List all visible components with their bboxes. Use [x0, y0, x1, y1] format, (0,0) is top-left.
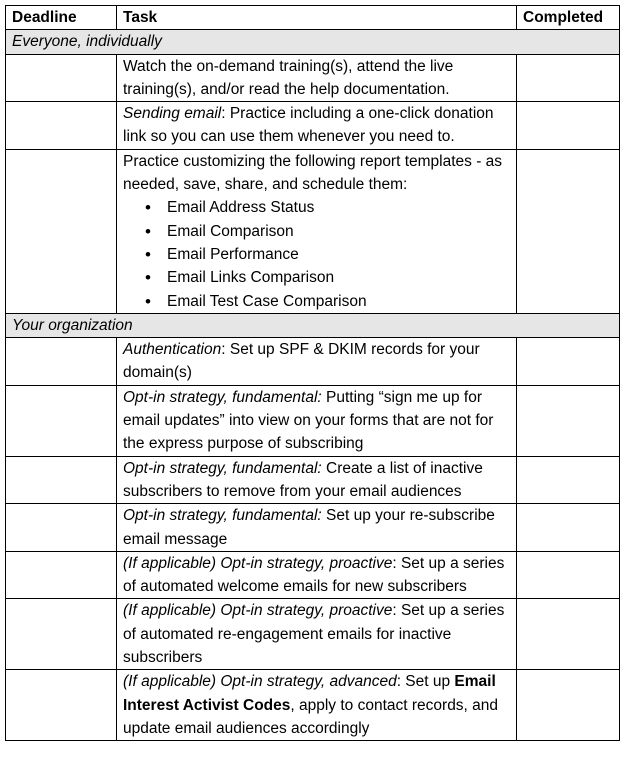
task-label: (If applicable) Opt-in strategy, proactive: [123, 602, 393, 620]
list-item: • Email Address Status: [167, 196, 510, 219]
table-row: [6, 456, 620, 504]
table-row: [6, 54, 620, 102]
task-text: Practice customizing the following report templates - as needed, save, share, and schedule them:: [123, 152, 503, 194]
task-cell: [117, 338, 517, 386]
table-row: [6, 385, 620, 456]
section-row-org: [6, 313, 620, 337]
header-row: [6, 6, 620, 30]
table-row: [6, 338, 620, 386]
task-label: Opt-in strategy, fundamental:: [123, 388, 322, 406]
table-row: [6, 551, 620, 599]
task-text: Set up your re-subscribe email message: [123, 507, 495, 548]
task-text: Create a list of inactive subscribers to remove from your email audiences: [123, 459, 483, 500]
completed-cell[interactable]: [517, 599, 620, 670]
report-template-list: [123, 196, 510, 312]
deadline-cell[interactable]: [6, 385, 117, 456]
completed-cell[interactable]: [517, 54, 620, 102]
list-item: • Email Links Comparison: [167, 266, 510, 289]
task-cell: Watch the on-demand training(s), attend the live training(s), and/or read the help documentation.: [117, 54, 517, 102]
task-label: (If applicable) Opt-in strategy, advanced: [123, 673, 397, 691]
deadline-cell[interactable]: [6, 338, 117, 386]
table-row: [6, 599, 620, 670]
table-row: [6, 670, 620, 741]
task-label: Opt-in strategy, fundamental:: [123, 459, 322, 477]
completed-cell[interactable]: [517, 385, 620, 456]
completed-cell[interactable]: [517, 504, 620, 552]
task-text: : Set up SPF & DKIM records for your domain(s): [123, 341, 480, 382]
section-label: Your organization: [6, 313, 620, 337]
deadline-cell[interactable]: [6, 551, 117, 599]
task-bold-text: Email Interest Activist Codes: [123, 673, 496, 714]
task-text: : Set up: [396, 673, 455, 691]
task-header: Task: [117, 6, 517, 30]
task-cell: [117, 385, 517, 456]
table-row: [6, 504, 620, 552]
list-item: • Email Performance: [167, 243, 510, 266]
deadline-cell[interactable]: [6, 670, 117, 741]
checklist-table: [5, 5, 620, 741]
task-label: Sending email: [123, 105, 222, 123]
task-text: : Set up a series of automated welcome emails for new subscribers: [123, 554, 505, 596]
completed-cell[interactable]: [517, 102, 620, 150]
task-cell: [117, 149, 517, 313]
deadline-cell[interactable]: [6, 54, 117, 102]
deadline-cell[interactable]: [6, 456, 117, 504]
task-cell: [117, 456, 517, 504]
list-item: • Email Comparison: [167, 220, 510, 243]
list-item: • Email Test Case Comparison: [167, 290, 510, 313]
completed-header: Completed: [517, 6, 620, 30]
completed-cell[interactable]: [517, 670, 620, 741]
task-text: : Practice including a one-click donation link so you can use them whenever you need to.: [123, 105, 494, 146]
task-text: Putting “sign me up for email updates” into view on your forms that are not for the express purpose of subscribing: [123, 388, 494, 453]
table-row: [6, 149, 620, 313]
task-text: : Set up a series of automated re-engagement emails for inactive subscribers: [123, 602, 505, 667]
task-label: Authentication: [123, 341, 222, 359]
deadline-cell[interactable]: [6, 102, 117, 150]
section-row-everyone: [6, 30, 620, 54]
task-cell: [117, 504, 517, 552]
task-cell: [117, 599, 517, 670]
section-label: Everyone, individually: [6, 30, 620, 54]
deadline-cell[interactable]: [6, 599, 117, 670]
completed-cell[interactable]: [517, 551, 620, 599]
table-row: [6, 102, 620, 150]
deadline-cell[interactable]: [6, 149, 117, 313]
task-text: , apply to contact records, and update email audiences accordingly: [123, 696, 499, 737]
completed-cell[interactable]: [517, 149, 620, 313]
task-label: Opt-in strategy, fundamental:: [123, 507, 322, 525]
task-cell: [117, 551, 517, 599]
task-cell: [117, 102, 517, 150]
deadline-header: Deadline: [6, 6, 117, 30]
task-cell: [117, 670, 517, 741]
completed-cell[interactable]: [517, 338, 620, 386]
task-label: (If applicable) Opt-in strategy, proactive: [123, 554, 393, 572]
completed-cell[interactable]: [517, 456, 620, 504]
deadline-cell[interactable]: [6, 504, 117, 552]
